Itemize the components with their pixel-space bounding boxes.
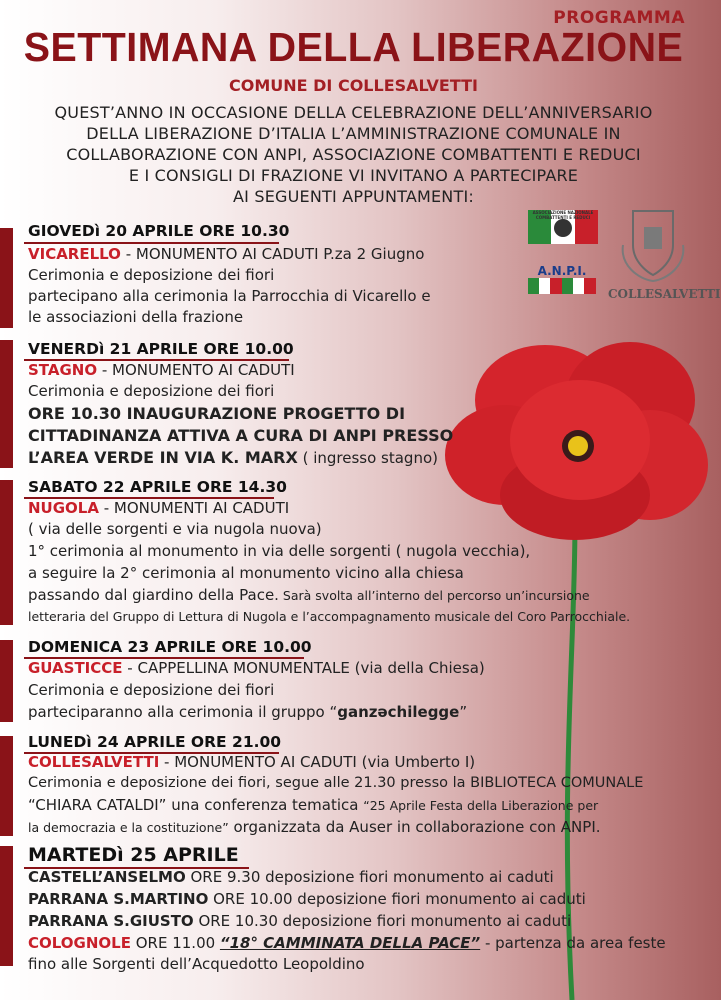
intro-line: DELLA LIBERAZIONE D’ITALIA L’AMMINISTRAZIONE COMUNALE IN	[86, 124, 621, 143]
event-bar	[0, 640, 13, 722]
event-text: passando dal giardino della Pace.	[28, 586, 279, 604]
collesalvetti-crest-text: COLLESALVETTI	[608, 287, 721, 301]
event-text: Cerimonia e deposizione dei fiori	[28, 266, 275, 284]
combattenti-logo	[528, 210, 598, 244]
event-bar	[0, 480, 13, 625]
event-text: ( via delle sorgenti e via nugola nuova)	[28, 520, 322, 538]
event-place-line	[28, 361, 295, 379]
event-row	[28, 934, 666, 952]
event-place-detail: - MONUMENTO AI CADUTI P.za 2 Giugno	[120, 245, 425, 263]
event-bar	[0, 846, 13, 966]
event-text: - partenza da area feste	[480, 934, 666, 952]
event-place: PARRANA S.MARTINO	[28, 890, 209, 908]
event-date: DOMENICA 23 APRILE ORE 10.00	[28, 638, 312, 656]
event-text-line	[28, 448, 438, 467]
event-text: ORE 11.00	[130, 934, 220, 952]
event-place: VICARELLO	[28, 245, 121, 263]
event-text: “CHIARA CATALDI” una conferenza tematica	[28, 796, 364, 814]
event-place: PARRANA S.GIUSTO	[28, 912, 194, 930]
event-place-line	[28, 245, 424, 263]
event-text: a seguire la 2° cerimonia al monumento vicino alla chiesa	[28, 564, 464, 582]
event-text: 1° cerimonia al monumento in via delle sorgenti ( nugola vecchia),	[28, 542, 531, 560]
event-highlight: “18° CAMMINATA DELLA PACE”	[219, 934, 481, 952]
event-bar	[0, 228, 13, 328]
event-text: ORE 10.30 deposizione fiori monumento ai caduti	[193, 912, 572, 930]
event-text: ”	[459, 703, 468, 721]
event-place: CASTELL’ANSELMO	[28, 868, 186, 886]
event-text-line	[28, 818, 601, 836]
event-place-detail: - CAPPELLINA MONUMENTALE (via della Chiesa)	[122, 659, 485, 677]
event-place-line	[28, 499, 289, 517]
event-text: ORE 10.30 INAUGURAZIONE PROGETTO DI	[28, 404, 406, 423]
event-text: ( ingresso stagno)	[297, 449, 438, 467]
event-text-line	[28, 586, 590, 604]
event-date: GIOVEDì 20 APRILE ORE 10.30	[28, 222, 290, 240]
event-text-line	[28, 703, 467, 721]
event-text: partecipano alla cerimonia la Parrocchia di Vicarello e	[28, 287, 431, 305]
event-place-detail: - MONUMENTO AI CADUTI (via Umberto I)	[159, 753, 476, 771]
event-place: COLLESALVETTI	[28, 753, 160, 771]
event-text: CITTADINANZA ATTIVA A CURA DI ANPI PRESSO	[28, 426, 454, 445]
event-date-large: MARTEDì 25 APRILE	[28, 844, 239, 866]
event-text: le associazioni della frazione	[28, 308, 244, 326]
combattenti-logo-text: ASSOCIAZIONE NAZIONALE COMBATTENTI E REDUCI	[532, 210, 594, 220]
page-title: SETTIMANA DELLA LIBERAZIONE	[23, 24, 684, 70]
event-text: fino alle Sorgenti dell’Acquedotto Leopoldino	[28, 955, 365, 973]
event-text: letteraria del Gruppo di Lettura di Nugola e l’accompagnamento musicale del Coro Parrocchiale.	[28, 609, 631, 624]
event-place: GUASTICCE	[28, 659, 123, 677]
event-text: “25 Aprile Festa della Liberazione per	[363, 798, 599, 813]
event-place-detail: - MONUMENTI AI CADUTI	[98, 499, 290, 517]
event-text: organizzata da Auser in collaborazione con ANPI.	[228, 818, 601, 836]
event-bar	[0, 736, 13, 836]
collesalvetti-crest	[608, 205, 721, 305]
event-row	[28, 868, 554, 886]
event-text: la democrazia e la costituzione”	[28, 820, 229, 835]
event-place-line	[28, 659, 485, 677]
event-place-detail: - MONUMENTO AI CADUTI	[97, 361, 295, 379]
intro-line: COLLABORAZIONE CON ANPI, ASSOCIAZIONE COMBATTENTI E REDUCI	[66, 145, 641, 164]
event-group-name: ganzəchilegge	[337, 703, 460, 721]
event-place: STAGNO	[28, 361, 98, 379]
intro-line: AI SEGUENTI APPUNTAMENTI:	[233, 187, 474, 206]
anpi-logo	[528, 264, 596, 298]
event-row	[28, 890, 586, 908]
programma-label: PROGRAMMA	[553, 8, 685, 28]
event-text: Sarà svolta all’interno del percorso un’incursione	[278, 588, 590, 603]
event-text-line	[28, 796, 598, 814]
event-row	[28, 912, 571, 930]
event-place-line	[28, 753, 475, 771]
event-date: LUNEDì 24 APRILE ORE 21.00	[28, 733, 282, 751]
event-text: Cerimonia e deposizione dei fiori	[28, 382, 275, 400]
event-date: VENERDì 21 APRILE ORE 10.00	[28, 340, 294, 358]
event-text: ORE 9.30 deposizione fiori monumento ai caduti	[185, 868, 554, 886]
event-text: Cerimonia e deposizione dei fiori	[28, 681, 275, 699]
intro-line: QUEST’ANNO IN OCCASIONE DELLA CELEBRAZIONE DELL’ANNIVERSARIO	[54, 103, 653, 122]
event-date: SABATO 22 APRILE ORE 14.30	[28, 478, 287, 496]
comune-subtitle: COMUNE DI COLLESALVETTI	[229, 76, 478, 95]
event-place: COLOGNOLE	[28, 934, 131, 952]
event-text: ORE 10.00 deposizione fiori monumento ai caduti	[208, 890, 586, 908]
anpi-logo-text: A.N.P.I.	[537, 264, 587, 278]
event-text: L’AREA VERDE IN VIA K. MARX	[28, 448, 298, 467]
event-text: parteciparanno alla cerimonia il gruppo “	[28, 703, 338, 721]
event-bar	[0, 340, 13, 468]
intro-line: E I CONSIGLI DI FRAZIONE VI INVITANO A PARTECIPARE	[128, 166, 579, 185]
intro-text	[0, 102, 707, 207]
event-text: Cerimonia e deposizione dei fiori, segue alle 21.30 presso la BIBLIOTECA COMUNALE	[28, 775, 644, 791]
event-place: NUGOLA	[28, 499, 99, 517]
event-divider	[24, 242, 279, 244]
